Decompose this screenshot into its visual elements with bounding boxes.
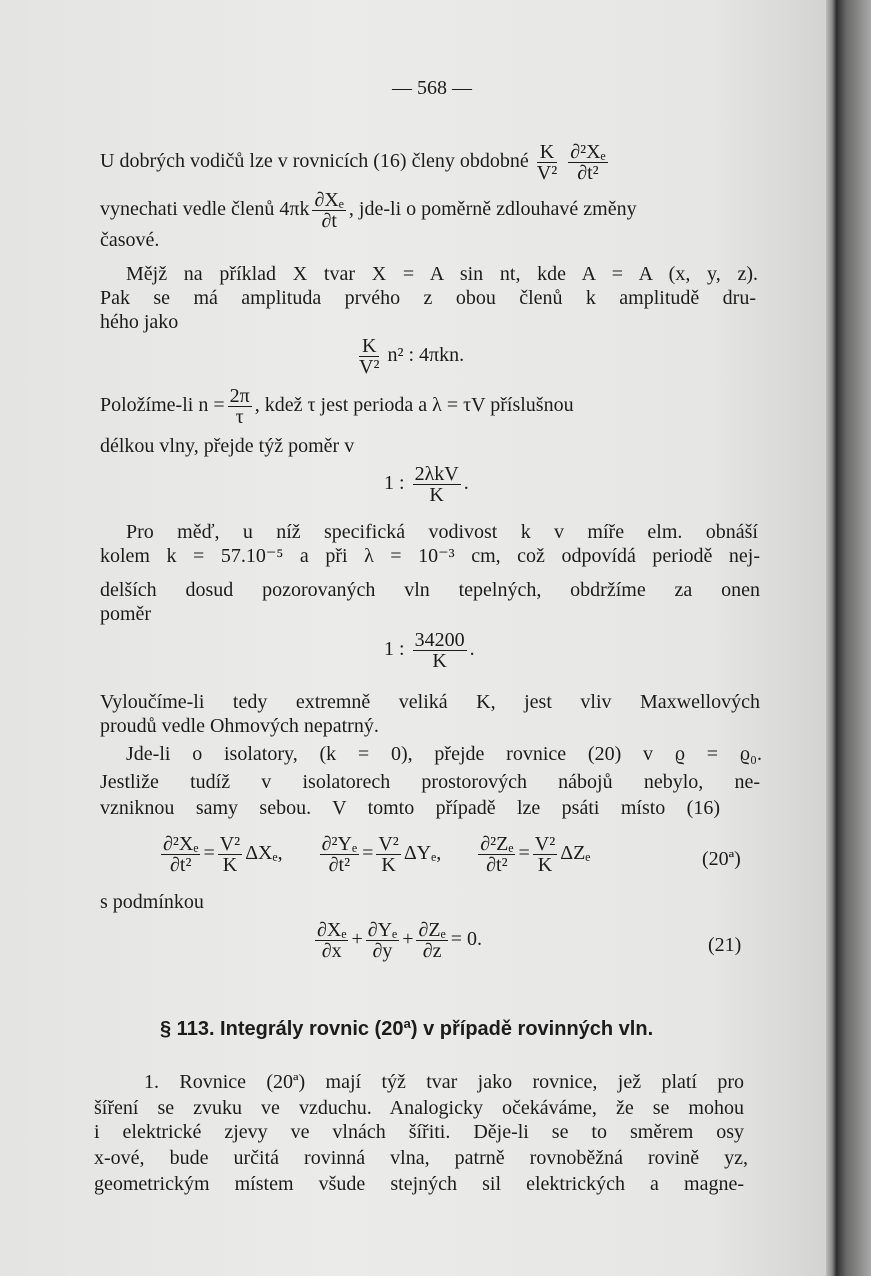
eq20a-t3-lhs: $\frac{\text{∂²Zₑ}}{\text{∂t²}}$ [480,833,514,876]
section-heading: § 113. Integrály rovnic (20ª) v případě rovinných vln. [160,1018,654,1040]
fraction-2pi-tau: $\frac{2\pi}{\tau}$ [229,385,250,428]
page-edge [826,0,836,1276]
para5-line2: proudů vedle Ohmových nepatrný. [100,715,379,737]
formula-lead-2: 1 : [384,638,405,661]
formula-amplitude-ratio [356,336,464,377]
fraction-2lkv-k: $\frac{\text{2λkV}}{K}$ [414,463,459,506]
eq21-f1: $\frac{\text{∂Xₑ}}{\partial x}$ [317,919,347,962]
para6-line1: Jde-li o isolatory, (k = 0), přejde rovnice (20) v ϱ = ϱ₀. [126,743,762,765]
para7-line3: i elektrické zjevy ve vlnách šířiti. Děje-li se to směrem osy [94,1121,744,1143]
equation-number-20a: (20ª) [702,848,741,870]
book-gutter [836,0,871,1276]
fraction-d2x-dt2: $\frac{\text{∂²Xₑ}}{\text{∂t²}}$ [570,141,606,184]
para6-line3: vzniknou samy sebou. V tomto případě lze psáti místo (16) [100,797,720,819]
fraction-dx-dt: $\frac{\text{∂Xₑ}}{\partial t}$ [314,189,344,232]
eq21-tail: = 0. [450,928,482,951]
formula-ratio-2 [384,630,475,671]
eq20a-t2-rhs: $\frac{\text{V²}}{K}$ [378,833,399,876]
para3-line1-a: Položíme-li n = [100,394,225,417]
eq20a-t1-lhs: $\frac{\text{∂²Xₑ}}{\text{∂t²}}$ [163,833,199,876]
para5-line1: Vyloučíme-li tedy extremně veliká K, jest vliv Maxwellových [100,691,760,713]
fraction-k-over-v2: $\frac{K}{\text{V²}}$ [536,141,558,184]
para1-line1 [100,142,611,183]
para4-line4: poměr [100,603,152,625]
eq20a-t2-tail: ΔYₑ, [403,842,442,865]
eq20a-t3-rhs: $\frac{\text{V²}}{K}$ [534,833,556,876]
eq21-f3: $\frac{\text{∂Zₑ}}{\partial z}$ [418,919,446,962]
condition-label: s podmínkou [100,891,204,913]
para2-line2: Pak se má amplituda prvého z obou členů k amplitudě dru- [100,287,756,309]
eq21-f2: $\frac{\text{∂Yₑ}}{\partial y}$ [367,919,398,962]
para2-line3: hého jako [100,311,179,333]
para1-line2 [100,190,637,231]
formula-end-2: . [469,638,475,661]
formula-end: . [463,472,469,495]
para7-line4: x-ové, bude určitá rovinná vlna, patrně rovnoběžná rovině yz, [94,1147,748,1169]
equation-20a: $\frac{\text{∂²Xₑ}}{\text{∂t²}}$ = $\frac{\text{V²}}{K}$ ΔXₑ, $\frac{\text{∂²Yₑ}}{\text{∂t²}}$ = $\frac{\text{V²}}{K}$ ΔYₑ, $\frac{\text{∂²Zₑ}}{\text{∂t²}}$ = $\frac{\text{V²}}{K}$ ΔZₑ [163,833,591,876]
fraction-k-over-v2-b: $\frac{K}{\text{V²}}$ [359,335,380,378]
para4-line3: delších dosud pozorovaných vln tepelných, obdržíme za onen [100,579,760,601]
para3-line2: délkou vlny, přejde týž poměr v [100,435,355,457]
para3-line1 [100,386,574,427]
para1-line2-b: , jde-li o poměrně zdlouhavé změny [348,198,637,221]
formula-lead: 1 : [384,472,405,495]
eq20a-t1-tail: ΔXₑ, [245,842,283,865]
para1-line2-a: vynechati vedle členů 4πk [100,198,310,221]
formula-rest: n² : 4πkn. [387,344,465,367]
fraction-34200-k: $\frac{34200}{K}$ [414,629,465,672]
para4-line2: kolem k = 57.10⁻⁵ a při λ = 10⁻³ cm, což odpovídá periodě nej- [100,545,760,567]
para6-line2: Jestliže tudíž v isolatorech prostorových nábojů nebylo, ne- [100,771,760,793]
page-number: — 568 — [392,77,472,99]
para1-line3: časové. [100,229,160,251]
equation-number-21: (21) [708,934,742,956]
para4-line1: Pro měď, u níž specifická vodivost k v míře elm. obnáší [126,521,758,543]
eq20a-t1-rhs: $\frac{\text{V²}}{K}$ [219,833,241,876]
para3-line1-b: , kdež τ jest perioda a λ = τV příslušnou [254,394,574,417]
equation-21: $\frac{\text{∂Xₑ}}{\partial x}$ + $\frac{\text{∂Yₑ}}{\partial y}$ + $\frac{\text{∂Zₑ}}{\partial z}$ = 0. [317,919,482,962]
para7-line5: geometrickým místem všude stejných sil elektrických a magne- [94,1173,744,1195]
eq20a-t3-tail: ΔZₑ [560,842,591,865]
para7-line1: 1. Rovnice (20ª) mají týž tvar jako rovnice, jež platí pro [144,1071,744,1093]
formula-ratio-1 [384,464,469,505]
para7-line2: šíření se zvuku ve vzduchu. Analogicky očekáváme, že se mohou [94,1097,744,1119]
eq20a-t2-lhs: $\frac{\text{∂²Yₑ}}{\text{∂t²}}$ [321,833,358,876]
para1-line1-text: U dobrých vodičů lze v rovnicích (16) členy obdobné [100,150,529,173]
para2-line1: Mějž na příklad X tvar X = A sin nt, kde A = A (x, y, z). [126,263,758,285]
